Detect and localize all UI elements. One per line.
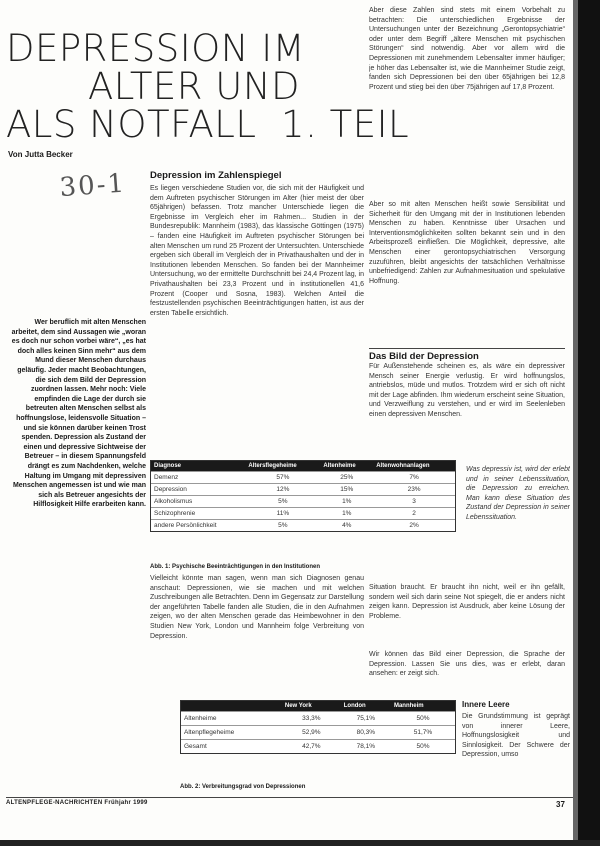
- table-cell: 75,1%: [341, 712, 391, 726]
- table2-header: [181, 701, 282, 712]
- table2-header-row: [181, 701, 455, 712]
- article-title: [6, 27, 410, 146]
- table-row: [151, 496, 455, 508]
- table-row: [151, 472, 455, 484]
- table-row: [151, 508, 455, 520]
- table1-header-row: [151, 461, 455, 472]
- scan-edge: [578, 0, 600, 846]
- innere-leere-body: Die Grundstimmung ist geprägt von innerer Leere, Hoffnungslosigkeit und Sinnlosigkeit. Der Schwere der Depression, umso: [462, 713, 570, 759]
- title-line-3-main: ALS NOTFALL: [6, 103, 257, 146]
- zahlenspiegel-heading: Depression im Zahlenspiegel: [150, 170, 282, 181]
- table2-header: New York: [282, 701, 341, 712]
- table-cell: 3: [373, 496, 455, 508]
- zahlenspiegel-section: [150, 170, 364, 469]
- table2-header: London: [341, 701, 391, 712]
- right-lower-text: Situation braucht. Er braucht ihn nicht, weil er ihn gefällt, sondern weil sich darin seine Not spiegelt, die er anders nicht zeigen kann. Depression ist Ausdruck, aber keine Lösung der Probleme.: [369, 584, 565, 620]
- innere-leere-heading: Innere Leere: [462, 700, 510, 709]
- page-number: 37: [556, 800, 565, 809]
- table-cell: 50%: [391, 712, 455, 726]
- table-cell: 2: [373, 508, 455, 520]
- table2-header: Mannheim: [391, 701, 455, 712]
- table-cell: andere Persönlichkeit: [151, 520, 245, 532]
- table-cell: Altenheime: [181, 712, 282, 726]
- bild-wrap-text: Was depressiv ist, wird der erlebt und in seiner Lebenssituation, die Depression zu erreichen. Man kann diese Situation des Zustand der Depression in seiner Lebenssituation.: [466, 466, 570, 521]
- title-line-3: [6, 103, 410, 146]
- table-cell: 4%: [320, 520, 373, 532]
- mid-lower-text: Vielleicht könnte man sagen, wenn man sich Diagnosen genau anschaut: Depressionen, wie sie machen und mit welchen Zuschreibungen alle Betrachten. Denn im Gegensatz zur Darstellung der angeführten Tabelle fanden alle Studien, die in den Aufnahmen zeigen, wo der alten Menschen gerade das Heimbewohner in den Studien New York, London und Mannheim folge Verbreitung von Depression.: [150, 575, 364, 640]
- right-lower-text-2: Wir können das Bild einer Depression, die Sprache der Depression. Lassen Sie uns dies, was er erlebt, daran ansehen: er zeigt sich.: [369, 651, 565, 678]
- handwritten-note: 30-1: [58, 168, 127, 204]
- table-cell: 5%: [245, 520, 320, 532]
- table-cell: 33,3%: [282, 712, 341, 726]
- footer-divider: [6, 797, 580, 798]
- table-cell: Depression: [151, 484, 245, 496]
- table-cell: 12%: [245, 484, 320, 496]
- table1-header: Altersflegeheime: [245, 461, 320, 472]
- table-row: [181, 726, 455, 740]
- intro-text: Wer beruflich mit alten Menschen arbeitet, dem sind Aussagen wie „woran es doch nur schon vorbei wäre“, „es hat doch alles keinen Sinn mehr“ aus dem Mund dieser Menschen durchaus geläufig. Jeder macht Beobachtungen, die sich dem Bild der Depression zuordnen lassen. Mehr noch: Viele empfinden die Lage der durch sie betreuten alten Menschen selbst als hoffnungslose, leidensvolle Situation – und sie können darüber keinen Trost spenden. Depression als Zustand der einen und depressive Sichtweise der Betreuer – in diesem Spannungsfeld drängt es zum Nachdenken, welche Haltung im Umgang mit depressiven Menschen angemessen ist und wie man sich als Betreuer angesichts der Hilflosigkeit Hilfe erarbeiten kann.: [11, 319, 146, 509]
- table-cell: 50%: [391, 740, 455, 754]
- table-row: [151, 484, 455, 496]
- table1-header: Altenheime: [320, 461, 373, 472]
- table-cell: 23%: [373, 484, 455, 496]
- table-cell: Alkoholismus: [151, 496, 245, 508]
- scan-bottom-edge: [0, 840, 600, 846]
- table-row: [151, 520, 455, 532]
- table-cell: 80,3%: [341, 726, 391, 740]
- table-cell: 1%: [320, 508, 373, 520]
- table-cell: 2%: [373, 520, 455, 532]
- table-cell: 52,9%: [282, 726, 341, 740]
- bild-body: Für Außenstehende scheinen es, als wäre ein depressiver Mensch seiner Energie verlustig. Er wird hoffnungslos, antriebslos, müde und mutlos. Trotzdem wird er sich oft nicht mit der Lage abfinden. Ihm wiederum erscheint seine Situation, und Verzweiflung zu verstehen, und er wird im Seelenleben einen depressiven Menschen.: [369, 363, 565, 418]
- table-row: [181, 712, 455, 726]
- table-cell: 25%: [320, 472, 373, 484]
- table-cell: 42,7%: [282, 740, 341, 754]
- table-row: [181, 740, 455, 754]
- title-part: 1. TEIL: [281, 103, 410, 146]
- title-line-2: ALTER UND: [88, 65, 301, 108]
- table-cell: 7%: [373, 472, 455, 484]
- table1-header: Diagnose: [151, 461, 245, 472]
- table-cell: 11%: [245, 508, 320, 520]
- table-cell: 1%: [320, 496, 373, 508]
- table-cell: 15%: [320, 484, 373, 496]
- table-cell: 78,1%: [341, 740, 391, 754]
- table-cell: Demenz: [151, 472, 245, 484]
- table1-caption: Abb. 1: Psychische Beeinträchtigungen in den Institutionen: [150, 564, 321, 570]
- table2-caption: Abb. 2: Verbreitungsgrad von Depressionen: [180, 784, 306, 790]
- table-cell: 51,7%: [391, 726, 455, 740]
- table-cell: Altenpflegeheime: [181, 726, 282, 740]
- table-cell: Gesamt: [181, 740, 282, 754]
- table-cell: 5%: [245, 496, 320, 508]
- table1-header: Altenwohnanlagen: [373, 461, 455, 472]
- table-cell: Schizophrenie: [151, 508, 245, 520]
- zahlenspiegel-body: Es liegen verschiedene Studien vor, die sich mit der Häufigkeit und dem Auftreten psychischer Störungen im Alter (hier meist der über 65jährigen) befassen. Trotz mancher Unterschiede liegen die Ergebnisse im Vergleich eher im Rahmen... Studien in der Bundesrepublik: Mannheim (1983), das klassische Göttingen (1975) – fanden eine Häufigkeit im Auftreten psychischer Störungen bei alten Menschen um rund 25 Prozent der Untersuchten. Unterschiede ergeben sich überall im Vergleich der in Privathaushalten und der in Institutionen lebenden Menschen. So fanden bei der Mannheimer Untersuchung, wo der ermittelte Durchschnitt bei 24,4 Prozent lag, in Privathaushalten bei 23,3 Prozent und in institutionellen 41,6 Prozent (Cooper und Sosna, 1983). Welchen Anteil die festzustellenden psychischen Beeinträchtigungen hatten, ist aus der ersten Tabelle ersichtlich.: [150, 185, 364, 317]
- table-depression-rate: [180, 700, 456, 754]
- bild-heading: Das Bild der Depression: [369, 348, 565, 362]
- table-cell: 57%: [245, 472, 320, 484]
- title-line-1: DEPRESSION IM: [6, 27, 306, 70]
- footer-publication: ALTENPFLEGE-NACHRICHTEN Frühjahr 1999: [6, 800, 148, 806]
- author-line: Von Jutta Becker: [8, 150, 73, 159]
- right-column-mid-text: Aber so mit alten Menschen heißt sowie Sensibilität und Sicherheit für den Umgang mit der in Institutionen lebenden Menschen zu haben. Kenntnisse über Ursachen und Interventionsmöglichkeiten sollten bekannt sein und in den Arbeitsprozeß einfließen. Die Möglichkeit, depressive, alte Menschen einer gerontopsychiatrischen Versorgung zuzuführen, bleibt angesichts der tatsächlichen Verhältnisse unbefriedigend: Zahlen zur Aufnahmesituation und spekulative Hoffnung.: [369, 201, 565, 285]
- right-column-top-text: Aber diese Zahlen sind stets mit einem Vorbehalt zu betrachten: Die unterschiedlichen Ergebnisse der Untersuchungen unter der Bezeichnung „Gerontopsychiatrie“ oder unter dem Begriff „ältere Menschen mit psychischen Störungen“ sind notwendig. Aber vor allem wird die Depressionen mit zunehmendem Lebensalter immer häufiger; je höher das Lebensalter ist, wie die Mannheimer Studie zeigt, fanden sich Depressionen bei den über 65jährigen bei 12,8 Prozent und stieg bei den über 75jährigen auf 17,8 Prozent.: [369, 7, 565, 91]
- table-institutions: [150, 460, 456, 532]
